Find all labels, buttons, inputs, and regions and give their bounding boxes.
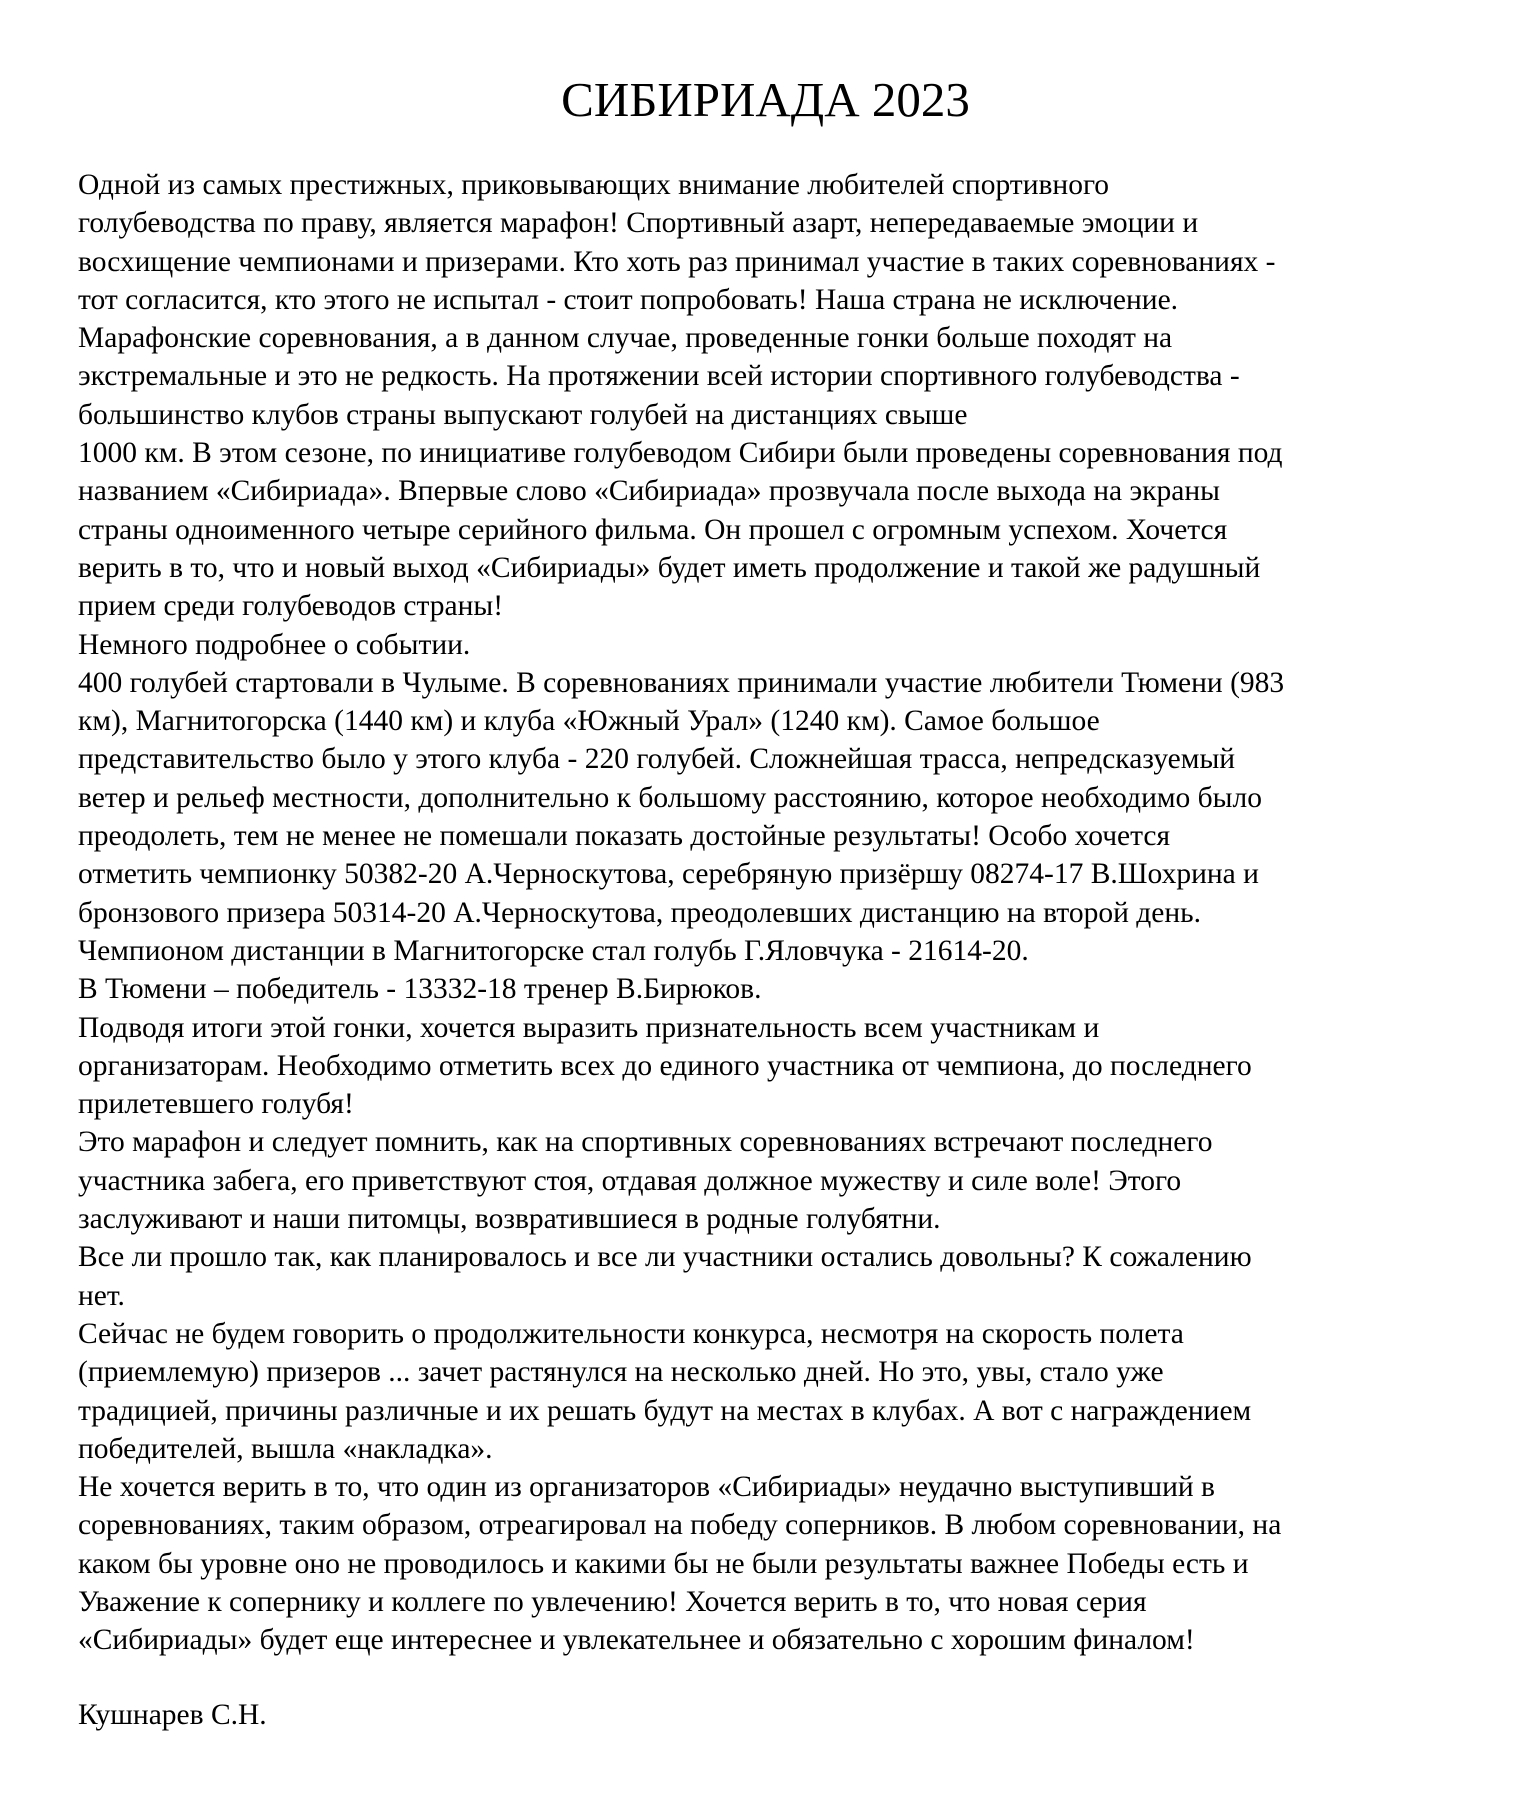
text-line: представительство было у этого клуба - 220 голубей. Сложнейшая трасса, непредсказуемый <box>78 743 1236 776</box>
text-line: победителей, вышла «накладка». <box>78 1432 493 1465</box>
text-line: (приемлемую) призеров ... зачет растянулся на несколько дней. Но это, увы, стало уже <box>78 1356 1164 1389</box>
text-line: Одной из самых престижных, приковывающих внимание любителей спортивного <box>78 169 1110 201</box>
text-line: км), Магнитогорска (1440 км) и клуба «Южный Урал» (1240 км). Самое большое <box>78 705 1100 738</box>
document-title: СИБИРИАДА 2023 <box>561 72 970 127</box>
text-line: экстремальные и это не редкость. На протяжении всей истории спортивного голубеводства - <box>78 360 1240 393</box>
text-line: традицией, причины различные и их решать будут на местах в клубах. А вот с награждением <box>78 1394 1252 1427</box>
text-line: В Тюмени – победитель - 13332-18 тренер В.Бирюков. <box>78 973 762 1006</box>
text-line: Подводя итоги этой гонки, хочется выразить признательность всем участникам и <box>78 1011 1100 1044</box>
text-line: Не хочется верить в то, что один из организаторов «Сибириады» неудачно выступивший в <box>78 1471 1215 1504</box>
text-line: каком бы уровне оно не проводилось и какими бы не были результаты важнее Победы есть и <box>78 1547 1249 1580</box>
text-line: преодолеть, тем не менее не помешали показать достойные результаты! Особо хочется <box>78 820 1171 853</box>
text-line: большинство клубов страны выпускают голубей на дистанциях свыше <box>78 398 968 431</box>
author-signature: Кушнарев С.Н. <box>78 1699 267 1731</box>
text-line: Все ли прошло так, как планировалось и все ли участники остались довольны? К сожалению <box>78 1241 1252 1274</box>
text-line: Немного подробнее о событии. <box>78 628 471 661</box>
text-line: «Сибириады» будет еще интереснее и увлекательнее и обязательно с хорошим финалом! <box>78 1624 1195 1657</box>
text-line: верить в то, что и новый выход «Сибириады» будет иметь продолжение и такой же радушный <box>78 551 1261 584</box>
text-line: голубеводства по праву, является марафон! Спортивный азарт, непередаваемые эмоции и <box>78 207 1199 240</box>
text-line: участника забега, его приветствуют стоя, отдавая должное мужеству и силе воле! Этого <box>78 1164 1182 1197</box>
text-line: организаторам. Необходимо отметить всех до единого участника от чемпиона, до последнего <box>78 1049 1252 1082</box>
text-line: названием «Сибириада». Впервые слово «Сибириада» прозвучала после выхода на экраны <box>78 475 1220 508</box>
text-line: Сейчас не будем говорить о продолжительности конкурса, несмотря на скорость полета <box>78 1317 1184 1350</box>
text-line: Уважение к сопернику и коллеге по увлечению! Хочется верить в то, что новая серия <box>78 1585 1147 1618</box>
text-line: прилетевшего голубя! <box>78 1088 354 1121</box>
text-line: отметить чемпионку 50382-20 А.Черноскутова, серебряную призёршу 08274-17 В.Шохрина и <box>78 858 1259 891</box>
text-line: прием среди голубеводов страны! <box>78 590 504 623</box>
text-line: Марафонские соревнования, а в данном случае, проведенные гонки больше походят на <box>78 322 1173 355</box>
text-line: нет. <box>78 1279 125 1312</box>
text-line: Чемпионом дистанции в Магнитогорске стал голубь Г.Яловчука - 21614-20. <box>78 934 1029 967</box>
text-line: Это марафон и следует помнить, как на спортивных соревнованиях встречают последнего <box>78 1126 1213 1159</box>
text-line: восхищение чемпионами и призерами. Кто хоть раз принимал участие в таких соревнованиях - <box>78 245 1276 278</box>
article-body <box>78 166 1498 1660</box>
text-line: 1000 км. В этом сезоне, по инициативе голубеводом Сибири были проведены соревнования под <box>78 437 1283 470</box>
text-line: 400 голубей стартовали в Чулыме. В соревнованиях принимали участие любители Тюмени (983 <box>78 666 1285 699</box>
text-line: заслуживают и наши питомцы, возвратившиеся в родные голубятни. <box>78 1203 941 1236</box>
text-line: тот согласится, кто этого не испытал - стоит попробовать! Наша страна не исключение. <box>78 283 1179 316</box>
text-line: соревнованиях, таким образом, отреагировал на победу соперников. В любом соревновании, на <box>78 1509 1282 1542</box>
text-line: бронзового призера 50314-20 А.Черноскутова, преодолевших дистанцию на второй день. <box>78 896 1201 929</box>
text-line: ветер и рельеф местности, дополнительно к большому расстоянию, которое необходимо было <box>78 781 1262 814</box>
text-line: страны одноименного четыре серийного фильма. Он прошел с огромным успехом. Хочется <box>78 513 1228 546</box>
